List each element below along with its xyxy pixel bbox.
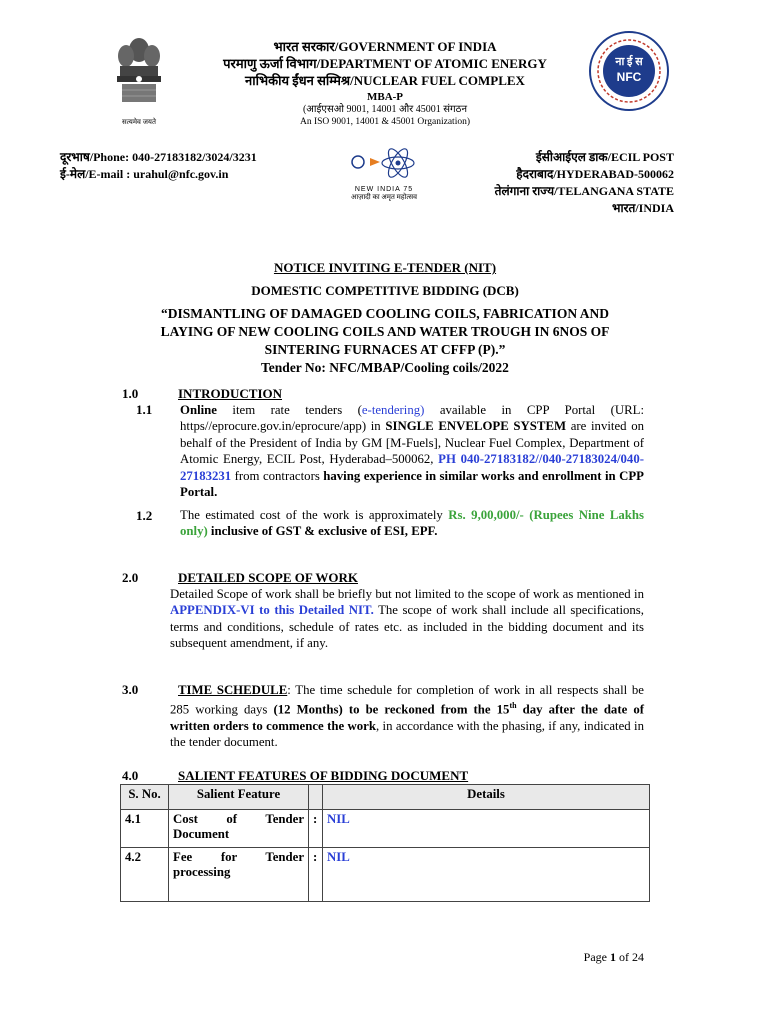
table-cell-sno: 4.1 <box>121 810 169 848</box>
national-emblem <box>108 32 170 124</box>
header-line-nfc: नाभिकीय ईंधन सम्मिश्र/NUCLEAR FUEL COMPLEX <box>245 73 525 88</box>
table-header-details: Details <box>323 785 650 810</box>
table-cell-details: NIL <box>323 848 650 902</box>
section-1-title: INTRODUCTION <box>178 386 283 401</box>
salient-features-table <box>120 784 650 902</box>
section-2-number: 2.0 <box>122 570 139 585</box>
tender-subject-1: “DISMANTLING OF DAMAGED COOLING COILS, FABRICATION AND <box>161 306 609 321</box>
table-header-spacer <box>309 785 323 810</box>
tender-number: Tender No: NFC/MBAP/Cooling coils/2022 <box>261 360 509 375</box>
contact-city: हैदराबाद/HYDERABAD-500062 <box>516 167 674 181</box>
contact-post: ईसीआईएल डाक/ECIL POST <box>535 150 674 164</box>
table-cell-colon: : <box>309 848 323 902</box>
header-line-dae: परमाणु ऊर्जा विभाग/DEPARTMENT OF ATOMIC ENERGY <box>223 56 547 71</box>
section-2-text: Detailed Scope of work shall be briefly but not limited to the scope of work as mentioned in APPENDIX-VI to this Detailed NIT. The scope of work shall include all specifications, terms and conditions, schedule of rates etc. as included in the bidding document and its subsequent amendment, if any. <box>170 587 644 651</box>
azadi-logo-sub: आज़ादी का अमृत महोत्सव <box>351 193 417 201</box>
table-header-sno: S. No. <box>121 785 169 810</box>
section-1-1-number: 1.1 <box>136 402 153 417</box>
table-cell-details: NIL <box>323 810 650 848</box>
table-cell-colon: : <box>309 810 323 848</box>
section-3-title: TIME SCHEDULE <box>178 683 288 697</box>
table-cell-feature: Fee for Tender processing <box>169 848 309 902</box>
section-4-number: 4.0 <box>122 768 139 783</box>
notice-title: NOTICE INVITING E-TENDER (NIT) <box>273 260 497 275</box>
section-1-1-text: Online item rate tenders (e-tendering) available in CPP Portal (URL: https//eprocure.gov.in/eprocure/app) in SINGLE ENVELOPE SYSTEM are invited on behalf of the President of India by GM [M-Fuels], Nuclear Fuel Complex, Department of Atomic Energy, ECIL Post, Hyderabad–500062, PH 040-27183182//040-27183024/040-27183231 from contractors having experience in similar works and enrollment in CPP Portal. <box>180 403 645 500</box>
page-number: Page 1 of 24 <box>583 950 644 964</box>
tender-subject-3: SINTERING FURNACES AT CFFP (P).” <box>264 342 506 357</box>
header-line-iso: An ISO 9001, 14001 & 45001 Organization) <box>299 117 471 127</box>
table-cell-feature: Cost of Tender Document <box>169 810 309 848</box>
table-cell-sno: 4.2 <box>121 848 169 902</box>
table-header-row <box>121 785 650 810</box>
section-2-title: DETAILED SCOPE OF WORK <box>178 570 358 585</box>
azadi-logo <box>346 146 422 206</box>
section-4-title: SALIENT FEATURES OF BIDDING DOCUMENT <box>178 768 469 783</box>
table-header-feature: Salient Feature <box>169 785 309 810</box>
contact-phone: दूरभाष/Phone: 040-27183182/3024/3231 <box>60 150 257 164</box>
section-3-text: TIME SCHEDULE: The time schedule for completion of work in all respects shall be 285 working days (12 Months) to be reckoned from the 15th day after the date of written orders to commence the work, in accordance with the phasing, if any, indicated in the tender document. <box>170 683 644 750</box>
nfc-logo-hindi: ना ई स <box>615 56 643 68</box>
header-line-mbap: MBA-P <box>366 91 404 103</box>
contact-email: ई-मेल/E-mail : urahul@nfc.gov.in <box>60 167 229 181</box>
contact-state: तेलंगाना राज्य/TELANGANA STATE <box>494 184 674 198</box>
table-row <box>121 848 650 902</box>
contact-country: भारत/INDIA <box>612 201 674 215</box>
nfc-logo-text: NFC <box>616 70 642 84</box>
section-1-2-text: The estimated cost of the work is approximately Rs. 9,00,000/- (Rupees Nine Lakhs only) inclusive of GST & exclusive of ESI, EPF. <box>180 508 644 539</box>
emblem-caption: सत्यमेव जयते <box>122 118 156 126</box>
section-1-number: 1.0 <box>122 386 139 401</box>
tender-subject-2: LAYING OF NEW COOLING COILS AND WATER TROUGH IN 6NOS OF <box>160 324 610 339</box>
section-3-number: 3.0 <box>122 682 139 697</box>
azadi-logo-text: NEW INDIA 75 <box>354 186 414 193</box>
section-1-2-number: 1.2 <box>136 508 153 523</box>
nfc-logo <box>588 30 670 112</box>
table-row <box>121 810 650 848</box>
header-line-iso-hindi: (आईएसओ 9001, 14001 और 45001 संगठन <box>302 104 468 115</box>
notice-subtitle: DOMESTIC COMPETITIVE BIDDING (DCB) <box>251 283 519 298</box>
header-line-govt: भारत सरकार/GOVERNMENT OF INDIA <box>273 39 497 54</box>
